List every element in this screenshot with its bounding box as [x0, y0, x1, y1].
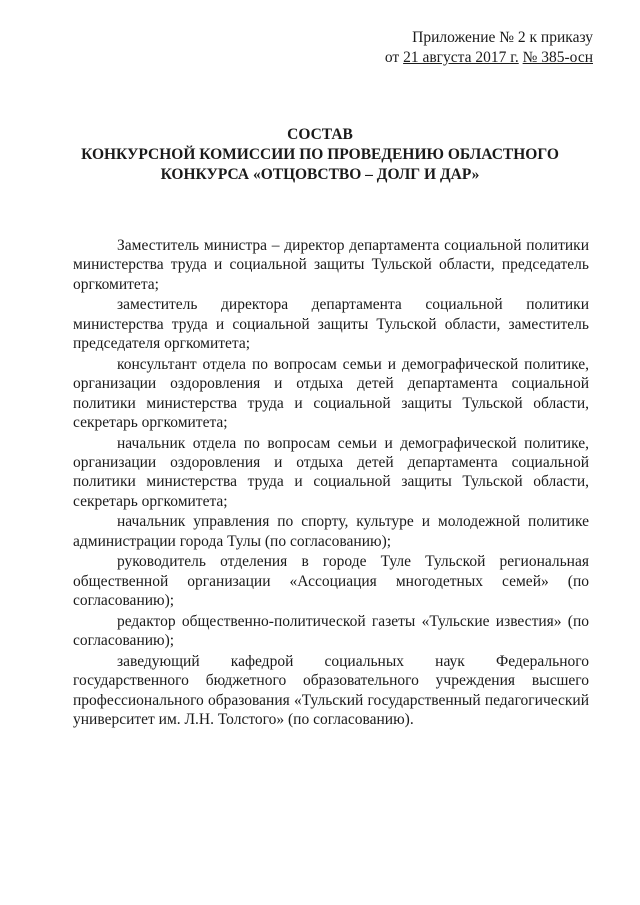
order-date: 21 августа 2017 г. [403, 49, 519, 66]
list-item: руководитель отделения в городе Туле Тульской региональная общественной организации «Ассоциация многодетных семей» (по согласованию); [73, 553, 589, 610]
order-from-label: от [384, 49, 400, 66]
title-line-1: СОСТАВ [287, 126, 353, 143]
commission-members-list [73, 236, 589, 731]
document-title [70, 125, 570, 185]
title-line-2: КОНКУРСНОЙ КОМИССИИ ПО ПРОВЕДЕНИЮ ОБЛАСТНОГО [81, 146, 559, 163]
appendix-reference [385, 28, 593, 68]
order-reference [385, 48, 593, 68]
appendix-title: Приложение № 2 к приказу [412, 29, 593, 46]
list-item: консультант отдела по вопросам семьи и демографической политике, организации оздоровления и отдыха детей департамента социальной политики министерства труда и социальной защиты Тульской области, секретарь оргкомитета; [73, 355, 589, 432]
list-item: начальник управления по спорту, культуре и молодежной политике администрации города Тулы (по согласованию); [73, 513, 589, 550]
title-line-3: КОНКУРСА «ОТЦОВСТВО – ДОЛГ И ДАР» [160, 166, 480, 183]
order-number: № 385-осн [522, 49, 593, 66]
list-item: заместитель директора департамента социальной политики министерства труда и социальной защиты Тульской области, заместитель председателя оргкомитета; [73, 296, 589, 353]
list-item: Заместитель министра – директор департамента социальной политики министерства труда и социальной защиты Тульской области, председатель оргкомитета; [73, 237, 589, 293]
list-item: начальник отдела по вопросам семьи и демографической политике, организации оздоровления и отдыха детей департамента социальной политики министерства труда и социальной защиты Тульской области, секретарь оргкомитета; [73, 434, 589, 510]
list-item: заведующий кафедрой социальных наук Федерального государственного бюджетного образовательного учреждения высшего профессионального образования «Тульский государственный педагогический университет им. Л.Н. Толстого» (по согласованию). [73, 652, 589, 729]
list-item: редактор общественно-политической газеты «Тульские известия» (по согласованию); [73, 612, 589, 650]
